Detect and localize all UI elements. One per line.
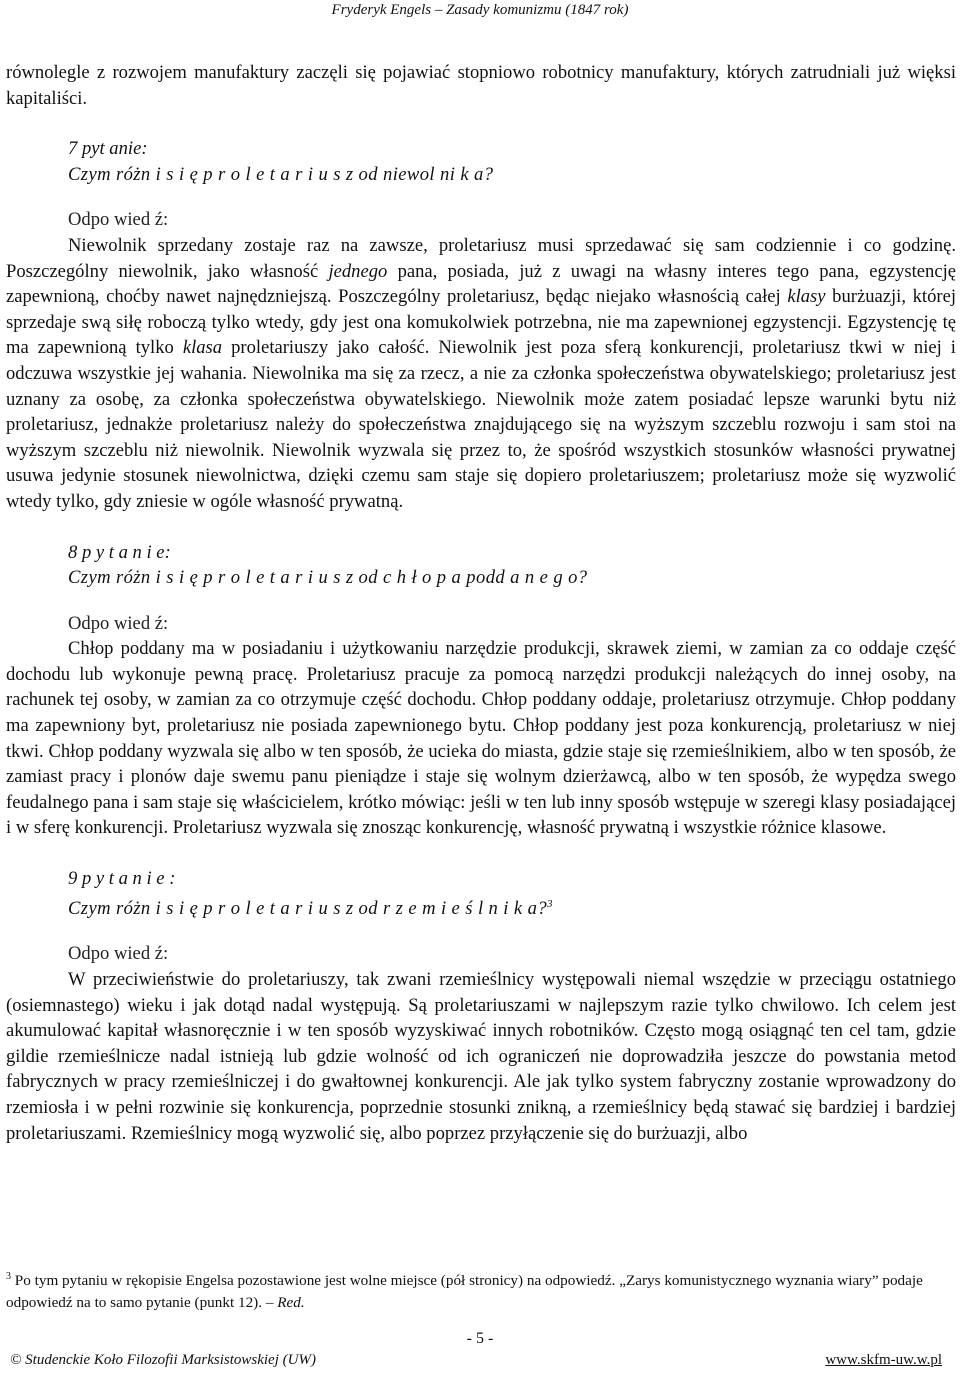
question-number: 9 p y t a n i e : (68, 868, 176, 890)
footnote-reference[interactable]: 3 (547, 897, 553, 910)
footer-website-link[interactable]: www.skfm-uw.w.pl (825, 1352, 942, 1368)
footnote-text: Po tym pytaniu w rękopisie Engelsa pozostawione jest wolne miejsce (pół stronicy) na odpowiedź. „Zarys komunistycznego wyznania wiary” podaje odpowiedź na to samo pytanie (punkt 12). (6, 1272, 923, 1312)
footnote-editor-note: – Red. (265, 1294, 305, 1312)
answer-label: Odpo wied ź: (68, 943, 169, 965)
question-text-content: Czym różn i s i ę p r o l e t a r i u s z od r z e m i e ś l n i k a? (68, 897, 548, 919)
page-number: - 5 - (466, 1330, 494, 1347)
running-header: Fryderyk Engels – Zasady komunizmu (1847 rok) (331, 2, 629, 18)
answer-text: proletariuszy jako całość. Niewolnik jest poza sferą konkurencji, proletariusz tkwi w niej i odczuwa wszystkie jej wahania. Niewolnika ma się za rzecz, a nie za członka społeczeństwa obywatelskiego; proletariusz jest uznany za osobę, za członka społeczeństwa obywatelskiego. Niewolnik może zatem posiadać lepsze warunki bytu niż proletariusz, jednakże proletariusz należy do społeczeństwa znajdującego się na wyższym szczeblu rozwoju i sam stoi na wyższym szczeblu niż niewolnik. Niewolnik wyzwala się przez to, że spośród wszystkich stosunków własności prywatnej usuwa jedynie stosunek niewolnictwa, dzięki czemu sam staje się dopiero proletariuszem; proletariusz może się wyzwolić wtedy tylko, gdy zniesie w ogóle własność prywatną. (6, 337, 956, 512)
answer-8-paragraph: Chłop poddany ma w posiadaniu i użytkowaniu narzędzie produkcji, skrawek ziemi, w zamian za co oddaje część dochodu lub wykonuje pewną pracę. Proletariusz pracuje za pomocą narzędzi produkcji należących do innej osoby, na rachunek tej osoby, w zamian za co otrzymuje część dochodu. Chłop poddany oddaje, proletariusz otrzymuje. Chłop poddany ma zapewniony byt, proletariusz nie posiada zapewnionego bytu. Chłop poddany jest poza konkurencją, proletariusz w niej tkwi. Chłop poddany wyzwala się albo w ten sposób, że ucieka do miasta, gdzie staje się rzemieślnikiem, albo w ten sposób, że zamiast pracy i plonów daje swemu panu pieniądze i staje się wolnym dzierżawcą, albo w ten sposób, że wypędza swego feudalnego pana i sam staje się właścicielem, krótko mówiąc: jeśli w ten lub inny sposób wstępuje w szeregi klasy posiadającej i w sferę konkurencji. Proletariusz wyzwala się znosząc konkurencję, własność prywatną i wszystkie różnice klasowe. (6, 638, 956, 839)
question-7 (68, 136, 956, 187)
question-text: Czym różn i s i ę p r o l e t a r i u s z od c h ł o p a podd a n e g o? (68, 567, 588, 589)
document-body (6, 60, 956, 1146)
question-number: 8 p y t a n i e: (68, 541, 171, 563)
answer-label: Odpo wied ź: (68, 612, 169, 634)
answer-text: pana, posiada, już z uwagi na własny interes tego pana, egzystencję zapewnioną, choćby nawet najnędzniejszą. Poszczególny proletariusz, będąc niejako własnością całej (6, 260, 956, 308)
question-text: Czym różn i s i ę p r o l e t a r i u s z od niewol ni k a? (68, 163, 494, 185)
emphasis: klasa (182, 337, 223, 359)
answer-text: Niewolnik sprzedany zostaje raz na zawsze, proletariusz musi sprzedawać się sam codziennie i co godzinę. Poszczególny niewolnik, jako własność (6, 234, 956, 282)
footer-copyright: © Studenckie Koło Filozofii Marksistowskiej (UW) (10, 1352, 316, 1368)
emphasis: jednego (328, 260, 388, 282)
answer-7-paragraph (6, 233, 956, 515)
emphasis: klasy (787, 286, 826, 308)
intro-paragraph: równolegle z rozwojem manufaktury zaczęli się pojawiać stopniowo robotnicy manufaktury, których zatrudniali już więksi kapitaliści. (6, 62, 956, 109)
question-number: 7 pyt anie: (68, 138, 148, 160)
footnote-marker: 3 (6, 1271, 11, 1282)
question-text (68, 892, 956, 922)
answer-text: burżuazji, której sprzedaje swą siłę roboczą tylko wtedy, gdy jest ona komukolwiek potrzebna, nie ma zapewnionej egzystencji. Egzystencję tę ma zapewnioną tylko (6, 286, 956, 359)
answer-9-paragraph: W przeciwieństwie do proletariuszy, tak zwani rzemieślnicy występowali niemal wszędzie w przeciągu ostatniego (osiemnastego) wieku i jak dotąd nadal występują. Są proletariuszami w najlepszym razie tylko chwilowo. Ich celem jest akumulować kapitał własnoręcznie i w ten sposób wyzyskiwać innych robotników. Często mogą osiągnąć ten cel tam, gdzie gildie rzemieślnicze nadal istnieją lub gdzie wolność od ich ograniczeń nie doprowadziła jeszcze do powstania metod fabrycznych w pracy rzemieślniczej i do gwałtownej konkurencji. Ale jak tylko system fabryczny zostanie wprowadzony do rzemiosła i w pełni rozwinie się konkurencja, poprzednie stosunki znikną, a rzemieślnicy będą stawać się bardziej i bardziej proletariuszami. Rzemieślnicy mogą wyzwolić się, albo poprzez przyłączenie się do burżuazji, albo (6, 969, 956, 1144)
footnote (6, 1266, 954, 1314)
question-8 (68, 540, 956, 591)
answer-label: Odpo wied ź: (68, 209, 169, 231)
question-9 (68, 866, 956, 921)
